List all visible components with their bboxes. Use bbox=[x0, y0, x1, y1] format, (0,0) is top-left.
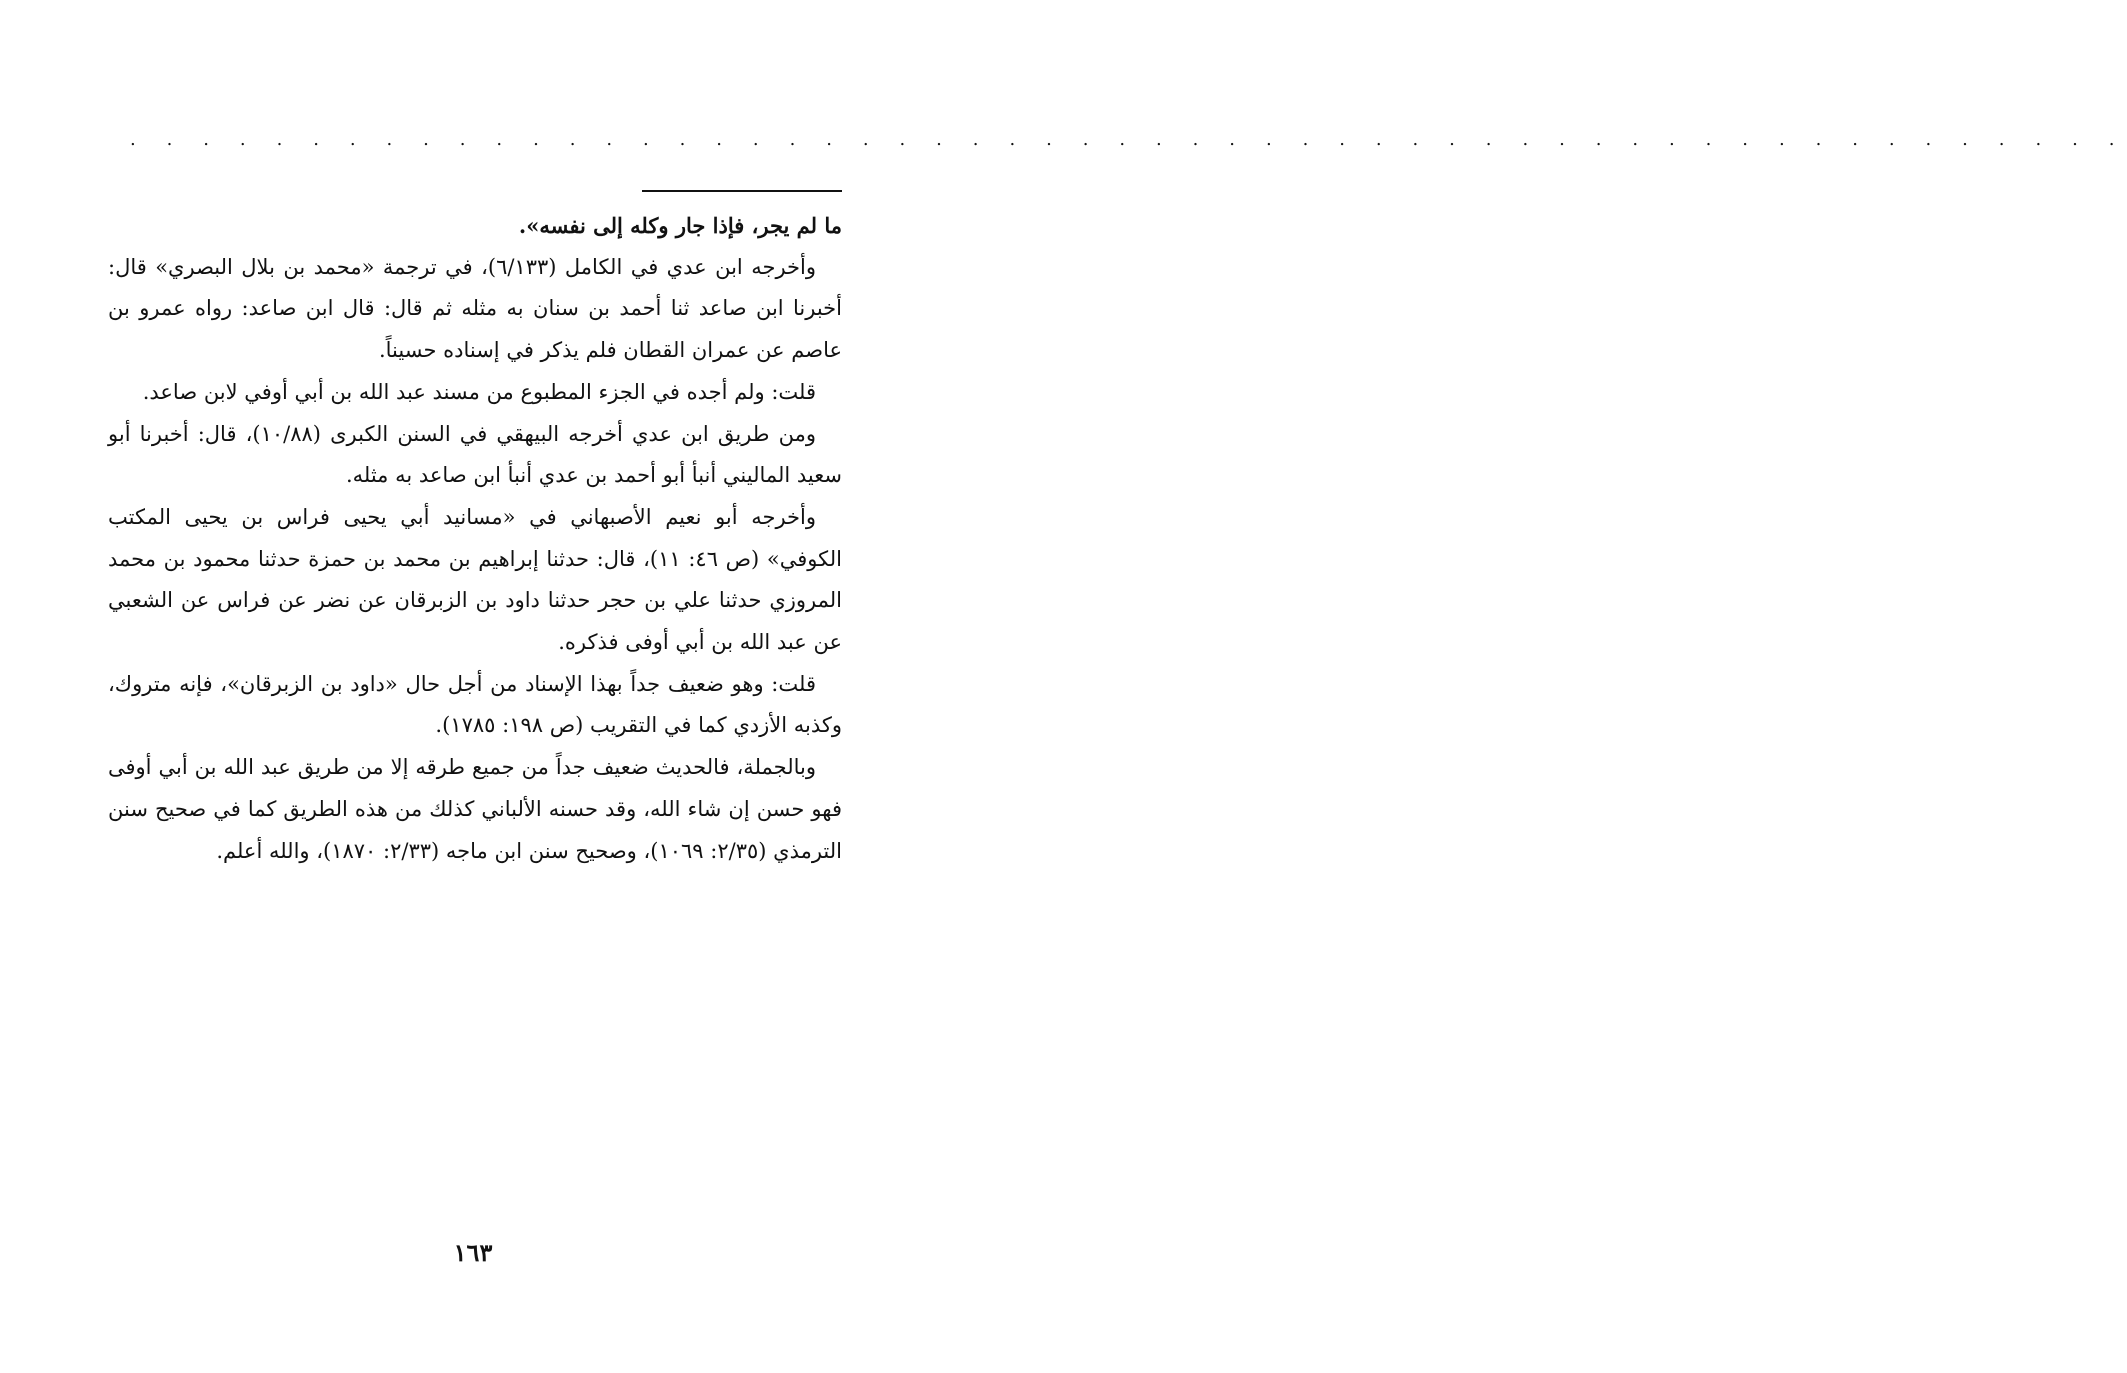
paragraph-ibn-adi: وأخرجه ابن عدي في الكامل (٦/١٣٣)، في ترجمة «محمد بن بلال البصري» قال: أخبرنا ابن صاعد ثنا أحمد بن سنان به مثله ثم قال: قال ابن صاعد: رواه عمرو بن عاصم عن عمران القطان فلم يذكر في إسناده حسيناً. bbox=[108, 254, 842, 363]
paragraph-bayhaqi: ومن طريق ابن عدي أخرجه البيهقي في السنن الكبرى (١٠/٨٨)، قال: أخبرنا أبو سعيد الماليني أنبأ أبو أحمد بن عدي أنبأ ابن صاعد به مثله. bbox=[108, 421, 842, 488]
paragraph-qultu-2: قلت: وهو ضعيف جداً بهذا الإسناد من أجل حال «داود بن الزبرقان»، فإنه متروك، وكذبه الأزدي كما في التقريب (ص ١٩٨: ١٧٨٥). bbox=[108, 671, 842, 738]
footnote-body bbox=[108, 205, 842, 872]
paragraph-conclusion: وبالجملة، فالحديث ضعيف جداً من جميع طرقه إلا من طريق عبد الله بن أبي أوفى فهو حسن إن شاء الله، وقد حسنه الألباني كذلك من هذه الطريق كما في صحيح سنن الترمذي (٢/٣٥: ١٠٦٩)، وصحيح سنن ابن ماجه (٢/٣٣: ١٨٧٠)، والله أعلم. bbox=[108, 755, 842, 863]
paragraph-hadith-ending: ما لم يجر، فإذا جار وكله إلى نفسه». bbox=[518, 213, 842, 238]
paragraph-abu-nuaim: وأخرجه أبو نعيم الأصبهاني في «مسانيد أبي يحيى فراس بن يحيى المكتب الكوفي» (ص ٤٦: ١١)، قال: حدثنا إبراهيم بن محمد بن حمزة حدثنا محمود بن محمد المروزي حدثنا علي بن حجر حدثنا داود بن الزبرقان عن نضر عن فراس عن الشعبي عن عبد الله بن أبي أوفى فذكره. bbox=[108, 504, 842, 655]
paragraph-qultu-1: قلت: ولم أجده في الجزء المطبوع من مسند عبد الله بن أبي أوفي لابن صاعد. bbox=[142, 379, 816, 404]
page-number: ١٦٣ bbox=[453, 1238, 493, 1267]
dotted-separator: . . . . . . . . . . . . . . . . . . . . . . . . . . . . . . . . . . . . . . . . . . . . . . . . . . . . . . . bbox=[130, 129, 2127, 150]
footnote-rule bbox=[642, 190, 842, 192]
